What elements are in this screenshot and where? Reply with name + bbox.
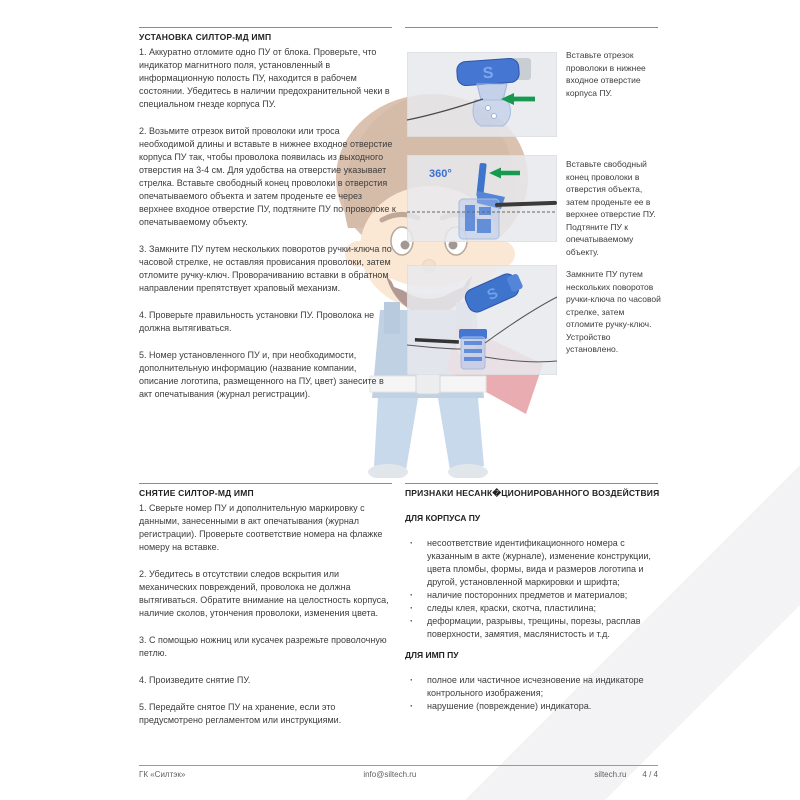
install-step: 5. Номер установленного ПУ и, при необходимости, дополнительную информацию (название компании, описание логотипа, размещенного на ПУ, цвет) занесите в акт опечатывания (журнал регистрации).	[139, 350, 384, 399]
figure-caption: Вставьте свободный конец проволоки в отверстия объекта, затем проденьте ее в верхнее отверстие ПУ. Подтяните ПУ к опечатываемому объекту.	[566, 159, 656, 257]
figure-photo-wire-insert	[407, 52, 557, 137]
removal-step: 1. Сверьте номер ПУ и дополнительную маркировку с данными, занесенными в акт опечатывания (журнал регистрации). Проверьте соответствие номера на флажке номеру на вставке.	[139, 503, 383, 552]
figure-photo-installed	[407, 265, 557, 375]
footer-company: ГК «Силтэк»	[139, 770, 186, 779]
wire	[485, 357, 557, 362]
figure-photo-key-turn	[407, 155, 557, 242]
tamper-bullet: · нарушение (повреждение) индикатора.	[405, 700, 663, 713]
tamper-bullet: · полное или частичное исчезновение на индикаторе контрольного изображения;	[405, 674, 663, 700]
install-section-rule-left	[139, 27, 392, 28]
install-step: 4. Проверьте правильность установки ПУ. Проволока не должна вытягиваться.	[139, 310, 375, 333]
removal-step: 3. С помощью ножниц или кусачек разрежьте проволочную петлю.	[139, 635, 387, 658]
figure-caption: Замкните ПУ путем нескольких поворотов ручки-ключа по часовой стрелке, затем отломите ручку-ключ. Устройство установлено.	[566, 269, 661, 354]
rotation-annotation: 360°	[429, 168, 452, 180]
footer-page-number: 4 / 4	[642, 770, 658, 779]
tamper-subtitle-indicator: ДЛЯ ИМП ПУ	[405, 650, 459, 660]
tamper-bullet: · наличие посторонних предметов и материалов;	[405, 589, 663, 602]
seal-letter: S	[482, 64, 495, 83]
install-step: 3. Замкните ПУ путем нескольких поворотов ручки-ключа по часовой стрелке, не оставляя провисания проволоки, затем отломите ручку-ключ. Проворачиванию вставки в обратном направлении препятствует храповый механизм.	[139, 244, 392, 293]
footer-website: siltech.ru	[594, 770, 627, 779]
removal-step: 5. Передайте снятое ПУ на хранение, если это предусмотрено регламентом или инструкциями.	[139, 702, 342, 725]
install-section-title: УСТАНОВКА СИЛТОР-МД ИМП	[139, 32, 272, 42]
wire	[407, 99, 483, 120]
tamper-signs	[405, 512, 663, 721]
removal-section-title: СНЯТИЕ СИЛТОР-МД ИМП	[139, 488, 254, 498]
removal-steps	[139, 502, 396, 741]
install-section-rule-right	[405, 27, 658, 28]
install-step: 2. Возьмите отрезок витой проволоки или троса необходимой длины и вставьте в нижнее входное отверстие корпуса ПУ так, чтобы проволока появилась из выходного отверстия на 3-4 см. Для удобства на отверстие указывает стрелка. Вставьте свободный конец проволоки в отверстия опечатываемого объекта и затем проденьте ее через верхнее входное отверстие ПУ, подтяните ПУ по проволоке к опечатываемому объекту.	[139, 126, 396, 227]
removal-step: 2. Убедитесь в отсутствии следов вскрытия или механических повреждений, проволока не должна вытягиваться. Обратите внимание на целостность корпуса, наличие сколов, утончения проволоки, изменения цвета.	[139, 569, 389, 618]
tamper-section-title: ПРИЗНАКИ НЕСАНК�ЦИОНИРОВАННОГО ВОЗДЕЙСТВИЯ	[405, 488, 660, 498]
seal-letter: S	[484, 284, 501, 305]
tamper-bullet: · деформации, разрывы, трещины, порезы, расплав поверхности, замятия, маслянистость и т.д.	[405, 615, 663, 641]
tamper-bullet: · несоответствие идентификационного номера с указанным в акте (журнале), изменение конструкции, цвета пломбы, формы, вида и размеров логотипа и другой, установленной маркировки и шрифта;	[405, 537, 663, 589]
tamper-list-indicator	[405, 674, 663, 713]
tamper-subtitle-body: ДЛЯ КОРПУСА ПУ	[405, 513, 481, 523]
install-steps	[139, 46, 396, 415]
footer-rule	[139, 765, 658, 766]
tamper-bullet: · следы клея, краски, скотча, пластилина;	[405, 602, 663, 615]
footer-email: info@siltech.ru	[363, 770, 417, 779]
removal-section-rule	[139, 483, 392, 484]
wire	[407, 345, 461, 349]
tamper-list-body	[405, 537, 663, 641]
tamper-section-rule	[405, 483, 658, 484]
figure-caption: Вставьте отрезок проволоки в нижнее входное отверстие корпуса ПУ.	[566, 50, 646, 98]
install-step: 1. Аккуратно отломите одно ПУ от блока. Проверьте, что индикатор магнитного поля, установленный в информационную полость ПУ, находится в рабочем состоянии. Убедитесь в наличии предохранительной чеки в специальном гнезде корпуса ПУ.	[139, 47, 390, 109]
footer	[139, 770, 658, 779]
removal-step: 4. Произведите снятие ПУ.	[139, 675, 251, 685]
green-arrow-icon	[489, 168, 520, 179]
